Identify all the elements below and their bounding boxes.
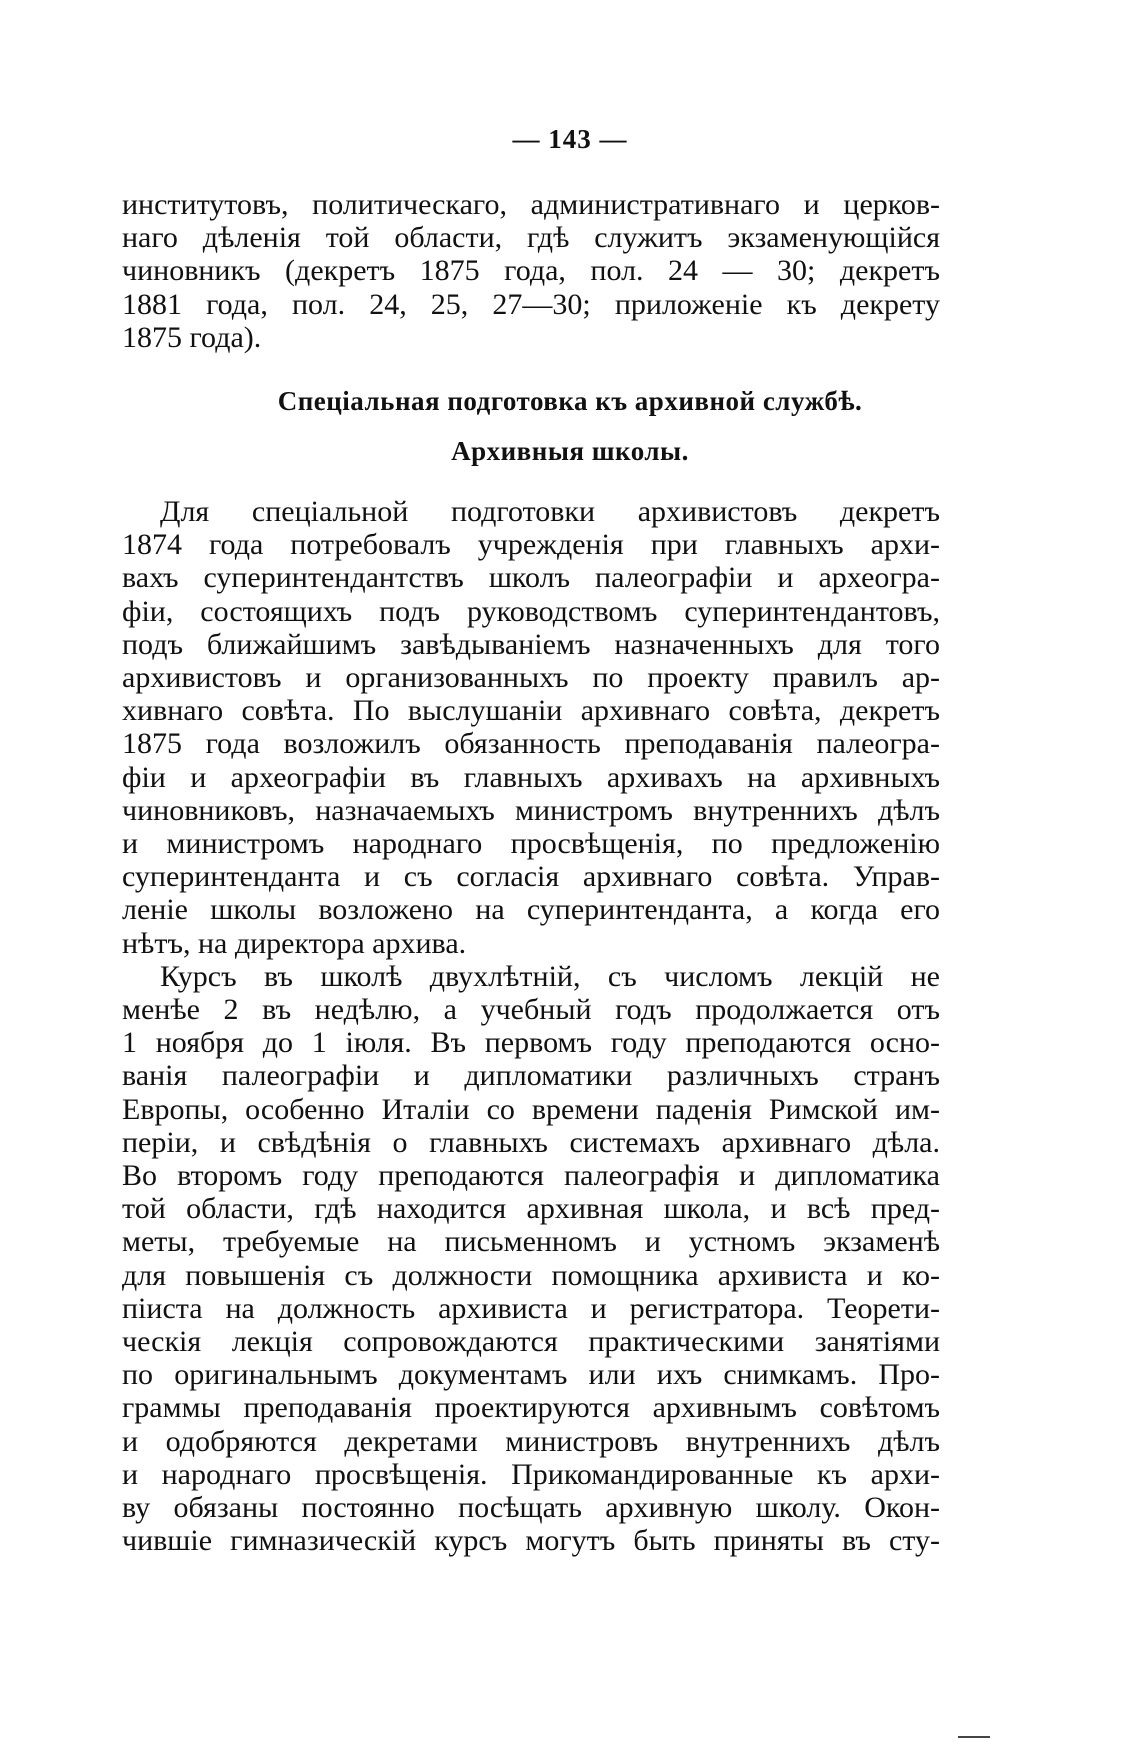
text-line: ческія лекція сопровождаются практическими занятіями (122, 1325, 940, 1359)
footer-rule (958, 1736, 990, 1738)
text-line: ванія палеографіи и дипломатики различныхъ странъ (122, 1059, 940, 1093)
text-line: по оригинальнымъ документамъ или ихъ снимкамъ. Про- (122, 1358, 940, 1392)
text-line: граммы преподаванія проектируются архивнымъ совѣтомъ (122, 1391, 940, 1425)
text-line: ву обязаны постоянно посѣщать архивную школу. Окон- (122, 1491, 940, 1525)
text-line: суперинтенданта и съ согласія архивнаго совѣта. Управ- (122, 860, 940, 894)
text-line: вахъ суперинтендантствъ школъ палеографіи и археогра- (122, 561, 940, 595)
page-number: — 143 — (512, 124, 628, 154)
text-line: фіи, состоящихъ подъ руководствомъ суперинтендантовъ, (122, 594, 940, 628)
text-line: для повышенія съ должности помощника архивиста и ко- (122, 1258, 940, 1292)
text-line: Европы, особенно Италіи со времени паденія Римской им- (122, 1092, 940, 1126)
text-line: той области, гдѣ находится архивная школа, и всѣ пред- (122, 1192, 940, 1226)
text-line: періи, и свѣдѣнія о главныхъ системахъ архивнаго дѣла. (122, 1125, 940, 1159)
intro-paragraph (122, 188, 940, 354)
text-line: нѣтъ, на директора архива. (122, 926, 467, 960)
text-line: 1875 года возложилъ обязанность преподаванія палеогра- (122, 727, 940, 761)
text-line: 1 ноября до 1 іюля. Въ первомъ году преподаются осно- (122, 1026, 940, 1060)
text-line: меты, требуемые на письменномъ и устномъ экзаменѣ (122, 1225, 940, 1259)
text-line: и народнаго просвѣщенія. Прикомандированные къ архи- (122, 1457, 940, 1491)
text-line: леніе школы возложено на суперинтенданта, а когда его (122, 893, 940, 927)
text-line: хивнаго совѣта. По выслушаніи архивнаго совѣта, декретъ (122, 694, 940, 728)
text-line: чившіе гимназическій курсъ могутъ быть приняты въ сту- (122, 1524, 940, 1558)
text-line: чиновникъ (декретъ 1875 года, пол. 24 — 30; декретъ (122, 254, 940, 288)
text-line: и министромъ народнаго просвѣщенія, по предложенію (122, 827, 940, 861)
main-text (122, 495, 940, 1558)
text-line: Для спеціальной подготовки архивистовъ декретъ (160, 495, 940, 528)
section-heading: Спеціальная подготовка къ архивной службѣ. (277, 386, 863, 416)
text-line: 1874 года потребовалъ учрежденія при главныхъ архи- (122, 528, 940, 562)
text-line: и одобряются декретами министровъ внутреннихъ дѣлъ (122, 1424, 940, 1458)
text-line: 1875 года). (122, 320, 262, 354)
text-line: 1881 года, пол. 24, 25, 27—30; приложеніе къ декрету (122, 287, 940, 321)
text-line: подъ ближайшимъ завѣдываніемъ назначенныхъ для того (122, 627, 940, 661)
subsection-heading: Архивныя школы. (451, 436, 689, 466)
text-line: наго дѣленія той области, гдѣ служитъ экзаменующійся (122, 221, 940, 255)
text-line: менѣе 2 въ недѣлю, а учебный годъ продолжается отъ (122, 993, 940, 1027)
text-line: институтовъ, политическаго, административнаго и церков- (122, 188, 940, 221)
text-line: чиновниковъ, назначаемыхъ министромъ внутреннихъ дѣлъ (122, 793, 940, 827)
text-line: Курсъ въ школѣ двухлѣтній, съ числомъ лекцій не (160, 959, 940, 993)
text-line: фіи и археографіи въ главныхъ архивахъ на архивныхъ (122, 760, 940, 794)
text-line: архивистовъ и организованныхъ по проекту правилъ ар- (122, 661, 940, 695)
text-line: піиста на должность архивиста и регистратора. Теорети- (122, 1291, 940, 1325)
text-line: Во второмъ году преподаются палеографія и дипломатика (122, 1159, 940, 1193)
